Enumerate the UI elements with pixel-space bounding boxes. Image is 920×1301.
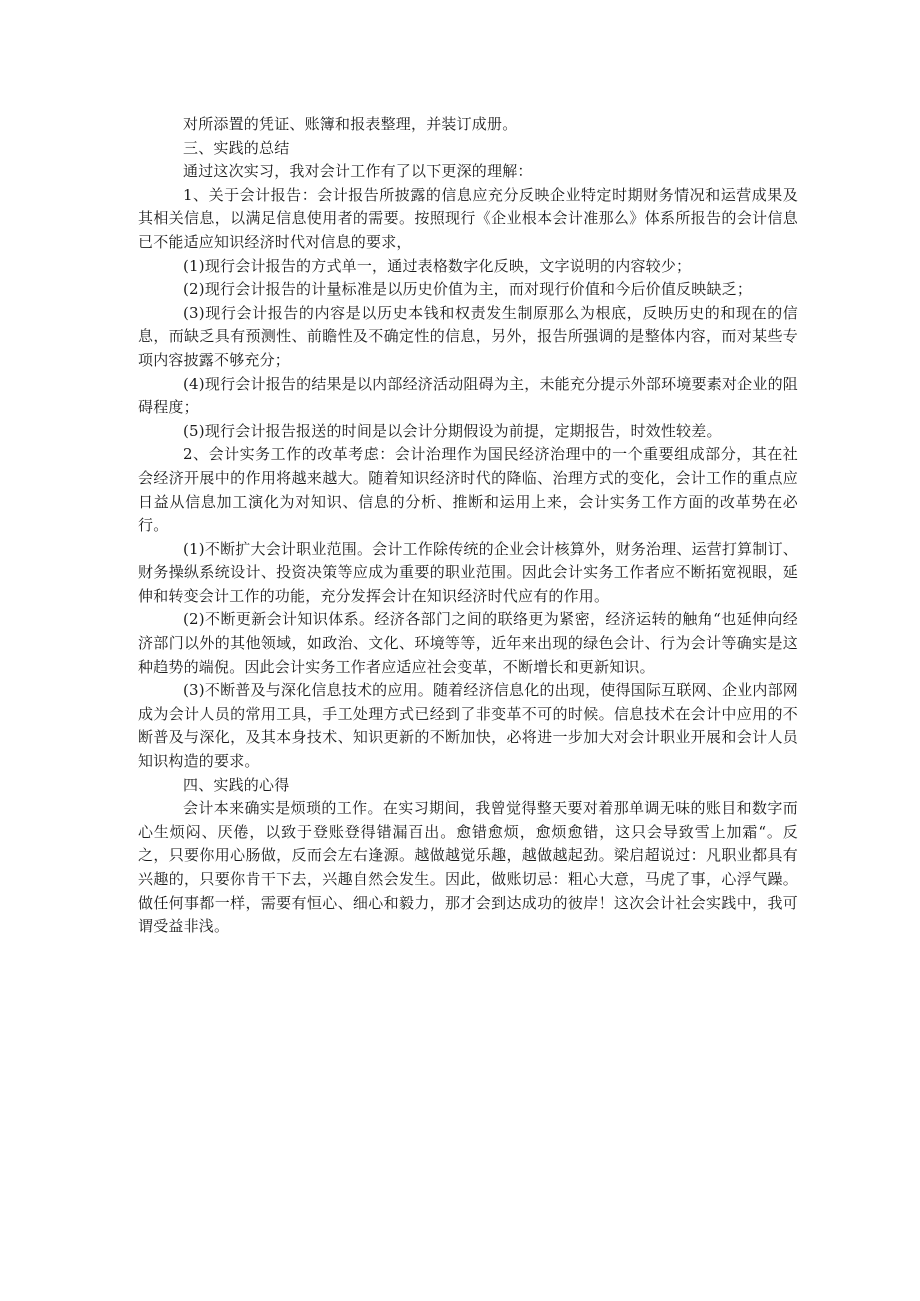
list-item-reform-3: (3)不断普及与深化信息技术的应用。随着经济信息化的出现，使得国际互联网、企业内部网成为会计人员的常用工具，手工处理方式已经到了非变革不可的时候。信息技术在会计中应用的不断普及与深化，及其本身技术、知识更新的不断加快，必将进一步加大对会计职业开展和会计人员知识构造的要求。 [138, 681, 798, 771]
section-heading-experience: 四、实践的心得 [183, 775, 290, 794]
paragraph-binding-note: 对所添置的凭证、账簿和报表整理，并装订成册。 [183, 115, 518, 133]
list-item-reform-1: (1)不断扩大会计职业范围。会计工作除传统的企业会计核算外，财务治理、运营打算制订、财务操纵系统设计、投资决策等应成为重要的职业范围。因此会计实务工作者应不断拓宽视眼，延伸和转变会计工作的功能，充分发挥会计在知识经济时代应有的作用。 [138, 539, 798, 605]
list-item-reform-2: (2)不断更新会计知识体系。经济各部门之间的联络更为紧密，经济运转的触角“也延伸向经济部门以外的其他领域，如政治、文化、环境等等，近年来出现的绿色会计、行为会计等确实是这种趋势的端倪。因此会计实务工作者应适应社会变革，不断增长和更新知识。 [138, 610, 798, 676]
document-page [138, 113, 798, 939]
list-item-report-2: (2)现行会计报告的计量标准是以历史价值为主，而对现行价值和今后价值反映缺乏； [183, 280, 753, 299]
paragraph-intro: 通过这次实习，我对会计工作有了以下更深的理解： [183, 162, 533, 181]
list-item-report-5: (5)现行会计报告报送的时间是以会计分期假设为前提，定期报告，时效性较差。 [183, 421, 722, 440]
section-heading-summary: 三、实践的总结 [183, 138, 290, 157]
list-item-report-1: (1)现行会计报告的方式单一，通过表格数字化反映，文字说明的内容较少； [183, 256, 692, 275]
paragraph-experience: 会计本来确实是烦琐的工作。在实习期间，我曾觉得整天要对着那单调无味的账目和数字而心生烦闷、厌倦，以致于登账登得错漏百出。愈错愈烦，愈烦愈错，这只会导致雪上加霜“。反之，只要你用心肠做，反而会左右逢源。越做越觉乐趣，越做越起劲。梁启超说过：凡职业都具有兴趣的，只要你肯干下去，兴趣自然会发生。因此，做账切忌：粗心大意，马虎了事，心浮气躁。做任何事都一样，需要有恒心、细心和毅力，那才会到达成功的彼岸！这次会计社会实践中，我可谓受益非浅。 [138, 799, 798, 936]
paragraph-report-overview: 1、关于会计报告：会计报告所披露的信息应充分反映企业特定时期财务情况和运营成果及其相关信息，以满足信息使用者的需要。按照现行《企业根本会计准那么》体系所报告的会计信息已不能适应知识经济时代对信息的要求， [138, 185, 798, 251]
list-item-report-3: (3)现行会计报告的内容是以历史本钱和权责发生制原那么为根底，反映历史的和现在的信息，而缺乏具有预测性、前瞻性及不确定性的信息，另外，报告所强调的是整体内容，而对某些专项内容披露不够充分； [138, 303, 798, 369]
list-item-report-4: (4)现行会计报告的结果是以内部经济活动阻碍为主，未能充分提示外部环境要素对企业的阻碍程度； [138, 374, 798, 417]
paragraph-reform-overview: 2、会计实务工作的改革考虑：会计治理作为国民经济治理中的一个重要组成部分，其在社会经济开展中的作用将越来越大。随着知识经济时代的降临、治理方式的变化，会计工作的重点应日益从信息加工演化为对知识、信息的分析、推断和运用上来，会计实务工作方面的改革势在必行。 [138, 445, 798, 535]
